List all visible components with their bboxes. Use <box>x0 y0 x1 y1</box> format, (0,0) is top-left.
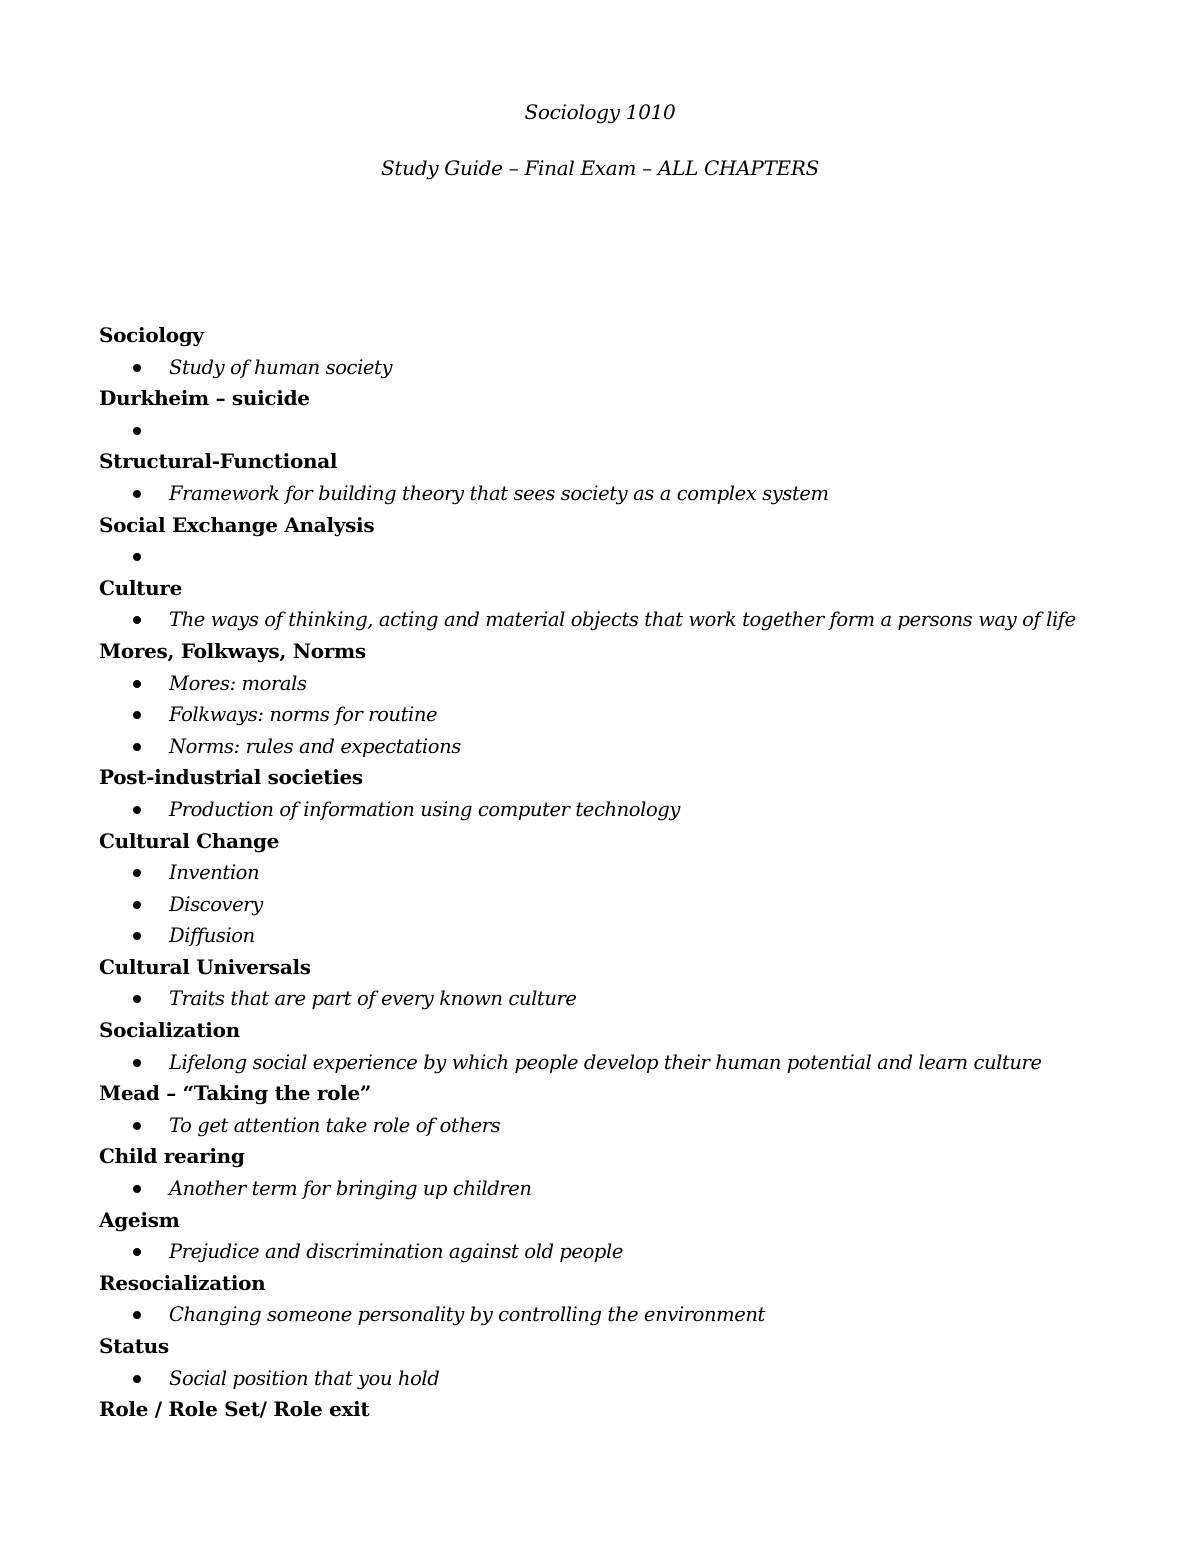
bullet-dot-icon <box>133 427 141 435</box>
bullet-item <box>99 1236 1169 1268</box>
section-heading: Socialization <box>99 1018 240 1043</box>
bullet-text: Social position that you hold <box>169 1366 440 1390</box>
bullet-text: Another term for bringing up children <box>169 1177 532 1201</box>
bullet-item <box>99 1047 1169 1079</box>
bullet-list <box>99 794 1169 826</box>
bullet-text: Changing someone personality by controlling the environment <box>169 1303 765 1327</box>
bullet-item <box>99 889 1169 921</box>
bullet-text: Prejudice and discrimination against old people <box>169 1240 623 1264</box>
bullet-item <box>99 920 1169 952</box>
bullet-text: The ways of thinking, acting and material objects that work together form a persons way of life <box>169 608 1076 632</box>
section-heading: Mores, Folkways, Norms <box>99 638 366 663</box>
bullet-dot-icon <box>133 1375 141 1383</box>
bullet-dot-icon <box>133 932 141 940</box>
bullet-dot-icon <box>133 1248 141 1256</box>
bullet-item <box>99 731 1169 763</box>
bullet-item <box>99 794 1169 826</box>
bullet-item <box>99 478 1169 510</box>
bullet-list <box>99 1299 1169 1331</box>
bullet-dot-icon <box>133 1122 141 1130</box>
bullet-list <box>99 983 1169 1015</box>
bullet-item <box>99 541 1169 573</box>
bullet-text: Framework for building theory that sees society as a complex system <box>169 481 829 505</box>
section-heading: Structural-Functional <box>99 449 338 474</box>
bullet-list <box>99 1236 1169 1268</box>
document-subtitle: Study Guide – Final Exam – ALL CHAPTERS <box>380 156 819 180</box>
section-heading: Cultural Universals <box>99 954 311 979</box>
bullet-list <box>99 415 1169 447</box>
section-heading: Resocialization <box>99 1270 266 1295</box>
bullet-item <box>99 699 1169 731</box>
section-heading: Child rearing <box>99 1144 245 1169</box>
section-heading: Ageism <box>99 1207 180 1232</box>
bullet-dot-icon <box>133 490 141 498</box>
bullet-text: Norms: rules and expectations <box>169 734 461 758</box>
bullet-dot-icon <box>133 995 141 1003</box>
bullet-text: Production of information using computer technology <box>169 797 680 821</box>
bullet-text: Traits that are part of every known culture <box>169 987 577 1011</box>
section-heading: Cultural Change <box>99 828 280 853</box>
bullet-list <box>99 604 1169 636</box>
section-heading: Sociology <box>99 323 204 347</box>
bullet-dot-icon <box>133 364 141 372</box>
bullet-item <box>99 1110 1169 1142</box>
bullet-list <box>99 1110 1169 1142</box>
bullet-dot-icon <box>133 1185 141 1193</box>
bullet-dot-icon <box>133 1311 141 1319</box>
bullet-item <box>99 604 1169 636</box>
section-heading: Mead – “Taking the role” <box>99 1081 372 1106</box>
bullet-dot-icon <box>133 553 141 561</box>
bullet-list <box>99 352 1169 384</box>
section-heading: Culture <box>99 575 182 600</box>
bullet-dot-icon <box>133 616 141 624</box>
section-heading: Status <box>99 1334 169 1358</box>
section-heading: Social Exchange Analysis <box>99 512 375 537</box>
bullet-item <box>99 415 1169 447</box>
bullet-text: Folkways: norms for routine <box>169 703 438 727</box>
bullet-item <box>99 857 1169 889</box>
document-title: Sociology 1010 <box>524 100 676 124</box>
bullet-item <box>99 352 1169 384</box>
bullet-list <box>99 857 1169 952</box>
bullet-dot-icon <box>133 1059 141 1067</box>
bullet-text: Lifelong social experience by which people develop their human potential and learn culture <box>169 1050 1042 1074</box>
bullet-item <box>99 1299 1169 1331</box>
bullet-text: Study of human society <box>169 355 393 379</box>
bullet-dot-icon <box>133 869 141 877</box>
bullet-text: Discovery <box>169 892 263 916</box>
section-heading: Post-industrial societies <box>99 765 363 790</box>
section-heading: Durkheim – suicide <box>99 386 310 411</box>
bullet-list <box>99 478 1169 510</box>
bullet-list <box>99 1047 1169 1079</box>
bullet-item <box>99 1173 1169 1205</box>
bullet-dot-icon <box>133 901 141 909</box>
section-heading: Role / Role Set/ Role exit <box>99 1397 370 1422</box>
bullet-dot-icon <box>133 806 141 814</box>
bullet-dot-icon <box>133 743 141 751</box>
bullet-list <box>99 1363 1169 1395</box>
bullet-item <box>99 983 1169 1015</box>
bullet-text: Invention <box>169 861 260 885</box>
bullet-item <box>99 1363 1169 1395</box>
bullet-item <box>99 668 1169 700</box>
bullet-text: Mores: morals <box>169 671 307 695</box>
bullet-text: To get attention take role of others <box>169 1113 501 1137</box>
bullet-list <box>99 1173 1169 1205</box>
study-guide-content <box>99 320 1169 1426</box>
bullet-list <box>99 668 1169 763</box>
bullet-dot-icon <box>133 711 141 719</box>
bullet-list <box>99 541 1169 573</box>
bullet-text: Diffusion <box>169 924 255 948</box>
bullet-dot-icon <box>133 680 141 688</box>
